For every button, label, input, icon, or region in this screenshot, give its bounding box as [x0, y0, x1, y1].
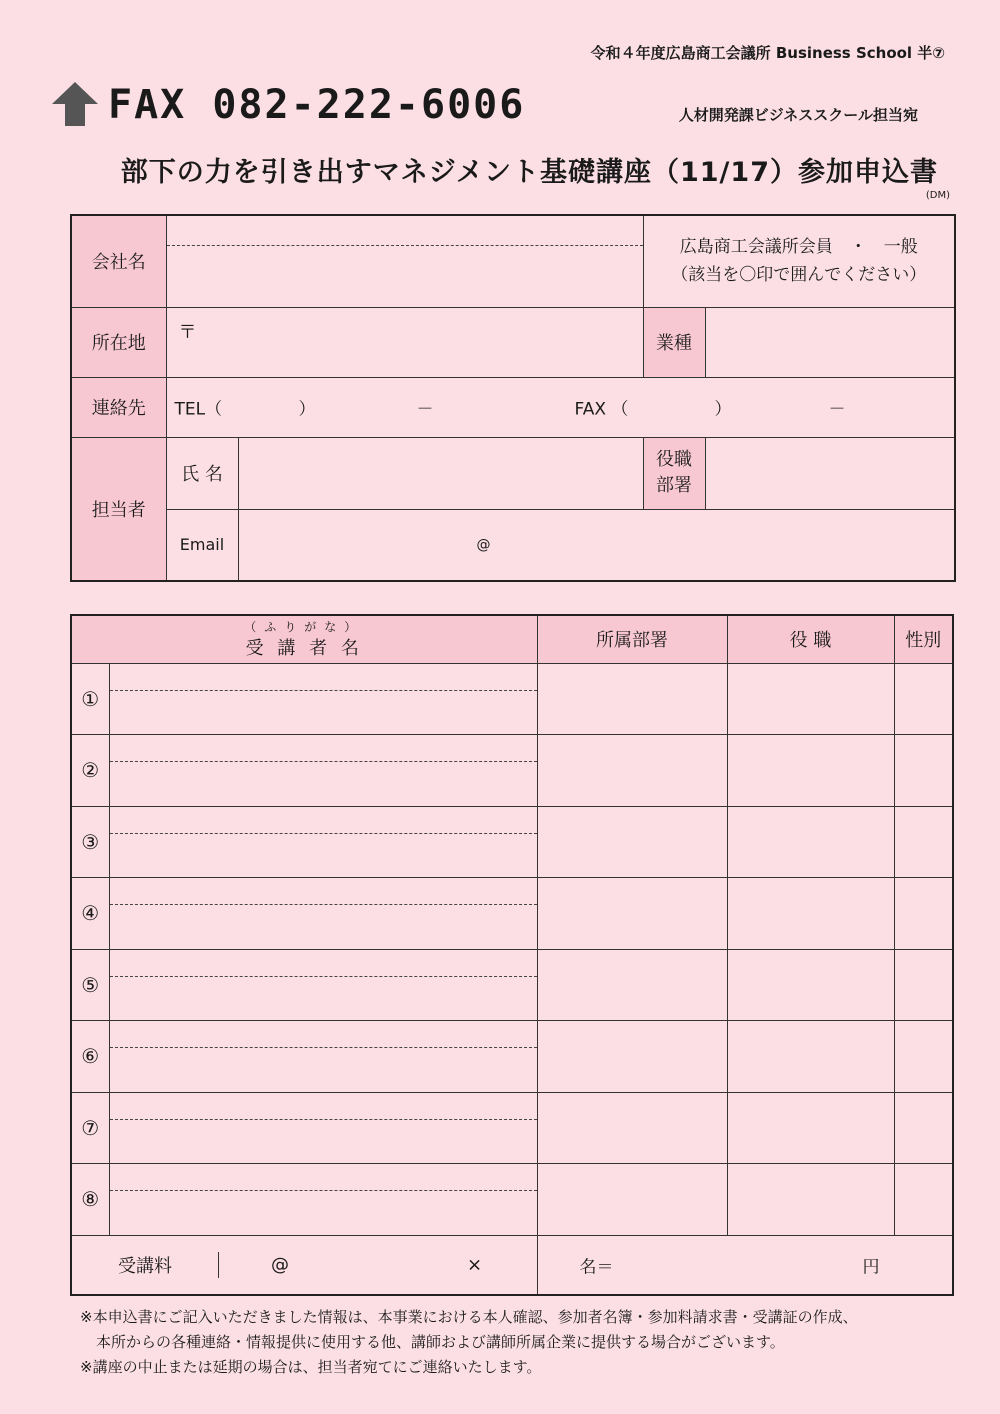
company-name-label: 会社名: [71, 215, 166, 307]
participant-name-field[interactable]: [109, 1021, 537, 1093]
participant-row: [71, 1021, 953, 1093]
fee-row: [71, 1235, 953, 1295]
participant-position-field[interactable]: [727, 949, 894, 1021]
fee-persons: 名＝: [579, 1257, 614, 1278]
fee-unit-price-field[interactable]: [219, 1252, 537, 1278]
participant-row: [71, 949, 953, 1021]
contact-field[interactable]: [166, 377, 955, 437]
membership-note: （該当を〇印で囲んでください）: [671, 265, 927, 286]
participant-department-field[interactable]: [537, 735, 727, 807]
postal-mark: 〒: [178, 321, 197, 343]
position-label: [643, 437, 705, 509]
participant-department-field[interactable]: [537, 806, 727, 878]
note-line-3: ※講座の中止または延期の場合は、担当者宛てにご連絡いたします。: [80, 1358, 542, 1376]
industry-label: 業種: [643, 307, 705, 377]
participant-gender-field[interactable]: [894, 1164, 953, 1236]
participant-name-header: [71, 615, 537, 663]
participant-position-field[interactable]: [727, 1021, 894, 1093]
fee-cell[interactable]: [71, 1235, 537, 1295]
company-name-field[interactable]: [166, 215, 643, 307]
participant-row: [71, 1164, 953, 1236]
email-at-mark: @: [476, 536, 491, 553]
contact-label: 連絡先: [71, 377, 166, 437]
participant-name-field[interactable]: [109, 949, 537, 1021]
participant-department-field[interactable]: [537, 1021, 727, 1093]
position-header: 役 職: [727, 615, 894, 663]
participant-name-label: 受 講 者 名: [245, 638, 363, 660]
position-label-line2: 部署: [656, 475, 692, 496]
participant-position-field[interactable]: [727, 663, 894, 735]
participant-name-field[interactable]: [109, 735, 537, 807]
participant-position-field[interactable]: [727, 806, 894, 878]
participant-row: [71, 806, 953, 878]
furigana-label: （ふりがな）: [244, 620, 365, 635]
form-title: 部下の力を引き出すマネジメント基礎講座（11/17）参加申込書: [120, 157, 938, 188]
fax-paren: ）: [714, 399, 732, 420]
participant-position-field[interactable]: [727, 1164, 894, 1236]
participant-name-field[interactable]: [109, 1092, 537, 1164]
fee-label: 受講料: [72, 1252, 219, 1278]
participant-number: ①: [71, 663, 109, 735]
participant-name-field[interactable]: [109, 663, 537, 735]
tel-paren: ）: [298, 399, 316, 420]
participant-number: ⑤: [71, 949, 109, 1021]
department-header: 所属部署: [537, 615, 727, 663]
address-field[interactable]: [166, 307, 643, 377]
participant-gender-field[interactable]: [894, 878, 953, 950]
gender-header: 性別: [894, 615, 953, 663]
participant-number: ⑥: [71, 1021, 109, 1093]
participants-table: [70, 614, 954, 1296]
participant-department-field[interactable]: [537, 949, 727, 1021]
note-line-1: ※本申込書にご記入いただきました情報は、本事業における本人確認、参加者名簿・参加料請求書・受講証の作成、: [80, 1308, 858, 1326]
participant-number: ⑧: [71, 1164, 109, 1236]
fee-total-field[interactable]: [537, 1235, 953, 1295]
name-field[interactable]: [238, 437, 643, 509]
participant-department-field[interactable]: [537, 1092, 727, 1164]
industry-field[interactable]: [705, 307, 955, 377]
position-field[interactable]: [705, 437, 955, 509]
participant-number: ②: [71, 735, 109, 807]
participant-gender-field[interactable]: [894, 949, 953, 1021]
participant-number: ③: [71, 806, 109, 878]
dm-mark: (DM): [925, 190, 950, 201]
membership-options: 広島商工会議所会員 ・ 一般: [679, 237, 918, 258]
fax-prefix: FAX （: [574, 399, 629, 420]
participant-name-field[interactable]: [109, 1164, 537, 1236]
recipient-department: 人材開発課ビジネススクール担当宛: [678, 106, 918, 124]
person-in-charge-label: 担当者: [71, 437, 166, 581]
participant-department-field[interactable]: [537, 1164, 727, 1236]
participant-position-field[interactable]: [727, 735, 894, 807]
participant-name-field[interactable]: [109, 806, 537, 878]
company-info-table: [70, 214, 956, 582]
tel-prefix: TEL（: [174, 399, 223, 420]
email-label: Email: [166, 509, 238, 581]
participant-number: ⑦: [71, 1092, 109, 1164]
name-label: 氏 名: [166, 437, 238, 509]
participant-position-field[interactable]: [727, 1092, 894, 1164]
fax-dash: －: [828, 399, 846, 420]
participant-gender-field[interactable]: [894, 1092, 953, 1164]
participant-row: [71, 735, 953, 807]
fee-times-mark: ×: [467, 1254, 483, 1276]
fee-at-mark: @: [271, 1254, 289, 1276]
participant-gender-field[interactable]: [894, 735, 953, 807]
fax-number: FAX 082-222-6006: [108, 82, 526, 128]
note-line-2: 本所からの各種連絡・情報提供に使用する他、講師および講師所属企業に提供する場合がございます。: [96, 1333, 785, 1351]
participant-gender-field[interactable]: [894, 1021, 953, 1093]
participants-header-row: [71, 615, 953, 663]
fee-yen: 円: [862, 1257, 880, 1278]
participant-number: ④: [71, 878, 109, 950]
membership-selector[interactable]: [643, 215, 955, 307]
participant-department-field[interactable]: [537, 878, 727, 950]
participant-row: [71, 1092, 953, 1164]
participant-row: [71, 663, 953, 735]
participant-rows: [71, 663, 953, 1235]
position-label-line1: 役職: [656, 449, 692, 470]
participant-name-field[interactable]: [109, 878, 537, 950]
participant-row: [71, 878, 953, 950]
participant-department-field[interactable]: [537, 663, 727, 735]
email-field[interactable]: [238, 509, 955, 581]
notes: [80, 1305, 858, 1380]
document-reference: 令和４年度広島商工会議所 Business School 半⑦: [590, 44, 945, 62]
participant-gender-field[interactable]: [894, 663, 953, 735]
participant-position-field[interactable]: [727, 878, 894, 950]
participant-gender-field[interactable]: [894, 806, 953, 878]
address-label: 所在地: [71, 307, 166, 377]
tel-dash: －: [416, 399, 434, 420]
